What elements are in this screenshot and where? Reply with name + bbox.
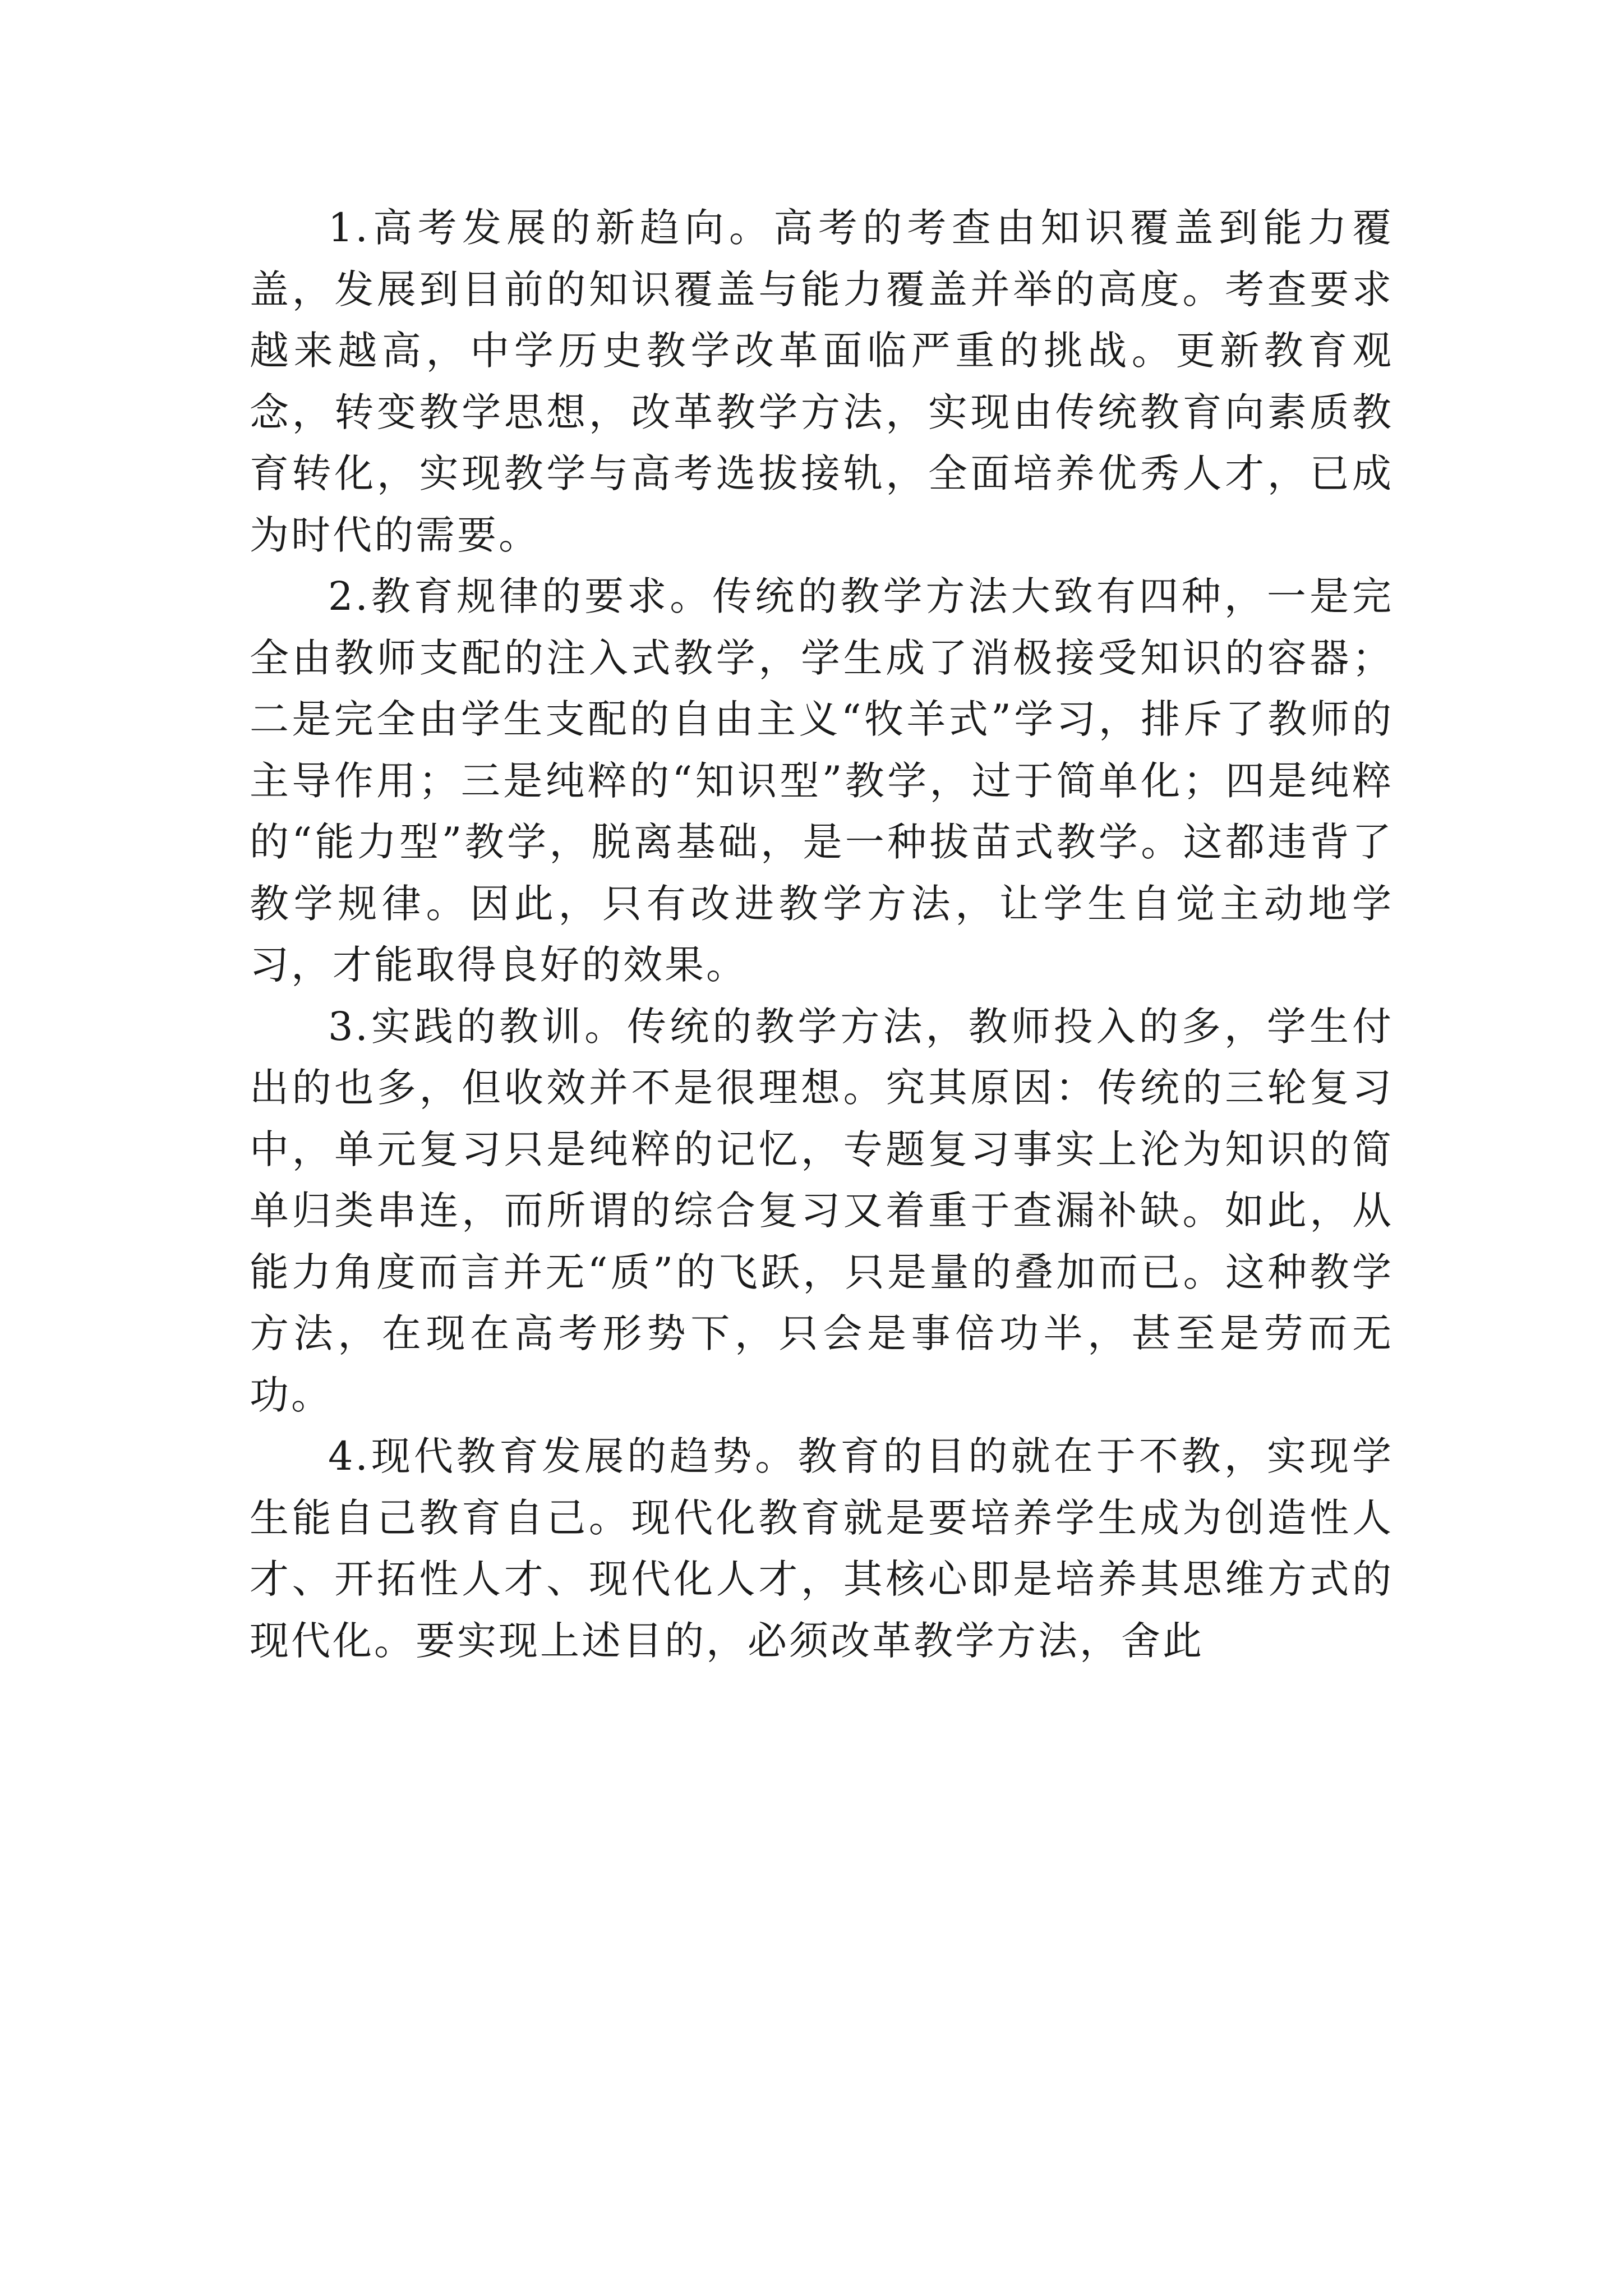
paragraph-1: 1.高考发展的新趋向。高考的考查由知识覆盖到能力覆盖，发展到目前的知识覆盖与能力覆盖并举的高度。考查要求越来越高，中学历史教学改革面临严重的挑战。更新教育观念，转变教学思想，改革教学方法，实现由传统教育向素质教育转化，实现教学与高考选拔接轨，全面培养优秀人才，已成为时代的需要。 — [250, 205, 1394, 558]
paragraph-3: 3.实践的教训。传统的教学方法，教师投入的多，学生付出的也多，但收效并不是很理想。究其原因：传统的三轮复习中，单元复习只是纯粹的记忆，专题复习事实上沦为知识的简单归类串连，而所谓的综合复习又着重于查漏补缺。如此，从能力角度而言并无“质”的飞跃，只是量的叠加而已。这种教学方法，在现在高考形势下，只会是事倍功半，甚至是劳而无功。 — [250, 1003, 1394, 1418]
body-text — [250, 197, 1394, 1672]
paragraph-2: 2.教育规律的要求。传统的教学方法大致有四种，一是完全由教师支配的注入式教学，学生成了消极接受知识的容器；二是完全由学生支配的自由主义“牧羊式”学习，排斥了教师的主导作用；三是纯粹的“知识型”教学，过于简单化；四是纯粹的“能力型”教学，脱离基础，是一种拔苗式教学。这都违背了教学规律。因此，只有改进教学方法，让学生自觉主动地学习，才能取得良好的效果。 — [250, 573, 1394, 988]
paragraph-4: 4.现代教育发展的趋势。教育的目的就在于不教，实现学生能自己教育自己。现代化教育就是要培养学生成为创造性人才、开拓性人才、现代化人才，其核心即是培养其思维方式的现代化。要实现上述目的，必须改革教学方法，舍此 — [250, 1433, 1394, 1664]
